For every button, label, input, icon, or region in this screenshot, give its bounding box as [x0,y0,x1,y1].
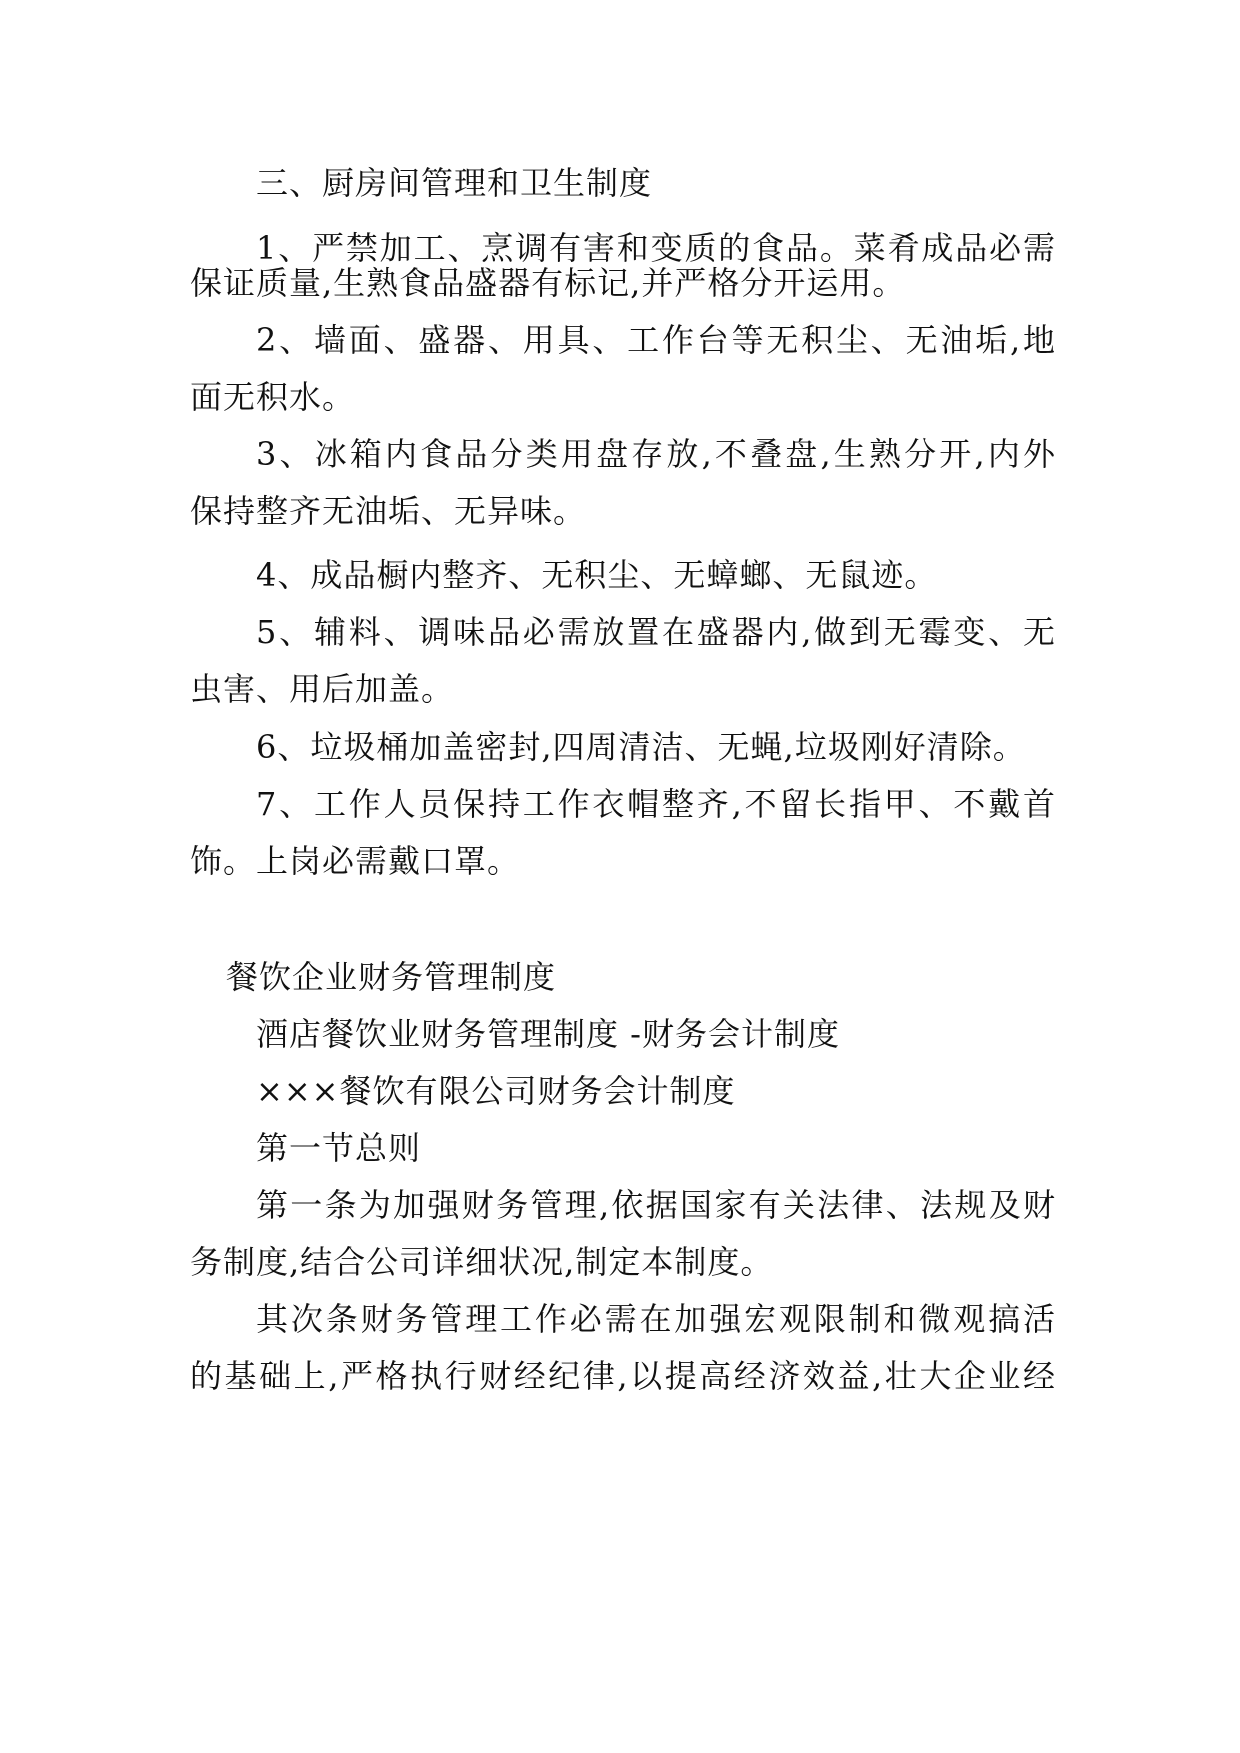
document-title: 餐饮企业财务管理制度 [226,958,557,996]
paragraph-3-line-2: 保持整齐无油垢、无异味。 [190,492,587,530]
paragraph-1-line-1: 1、严禁加工、烹调有害和变质的食品。菜肴成品必需 [256,229,1056,267]
paragraph-7-line-1: 7、工作人员保持工作衣帽整齐,不留长指甲、不戴首 [256,785,1056,823]
paragraph-5-line-1: 5、辅料、调味品必需放置在盛器内,做到无霉变、无 [256,613,1056,651]
paragraph-7-line-2: 饰。上岗必需戴口罩。 [190,842,521,880]
paragraph-3-line-1: 3、冰箱内食品分类用盘存放,不叠盘,生熟分开,内外 [256,435,1056,473]
paragraph-1-line-2: 保证质量,生熟食品盛器有标记,并严格分开运用。 [190,264,906,302]
article-2-line-1: 其次条财务管理工作必需在加强宏观限制和微观搞活 [256,1300,1056,1338]
paragraph-5-line-2: 虫害、用后加盖。 [190,670,455,708]
article-1-line-2: 务制度,结合公司详细状况,制定本制度。 [190,1243,774,1281]
document-subtitle: 酒店餐饮业财务管理制度 -财务会计制度 [256,1015,840,1053]
paragraph-4-line-1: 4、成品橱内整齐、无积尘、无蟑螂、无鼠迹。 [256,556,938,594]
company-regulation-title: ×××餐饮有限公司财务会计制度 [256,1072,736,1110]
paragraph-6-line-1: 6、垃圾桶加盖密封,四周清洁、无蝇,垃圾刚好清除。 [256,728,1026,766]
section-heading: 三、厨房间管理和卫生制度 [256,164,653,202]
paragraph-2-line-2: 面无积水。 [190,378,356,416]
article-1-line-1: 第一条为加强财务管理,依据国家有关法律、法规及财 [256,1186,1056,1224]
chapter-heading: 第一节总则 [256,1129,422,1167]
article-2-line-2: 的基础上,严格执行财经纪律,以提高经济效益,壮大企业经 [190,1357,1056,1395]
paragraph-2-line-1: 2、墙面、盛器、用具、工作台等无积尘、无油垢,地 [256,321,1056,359]
